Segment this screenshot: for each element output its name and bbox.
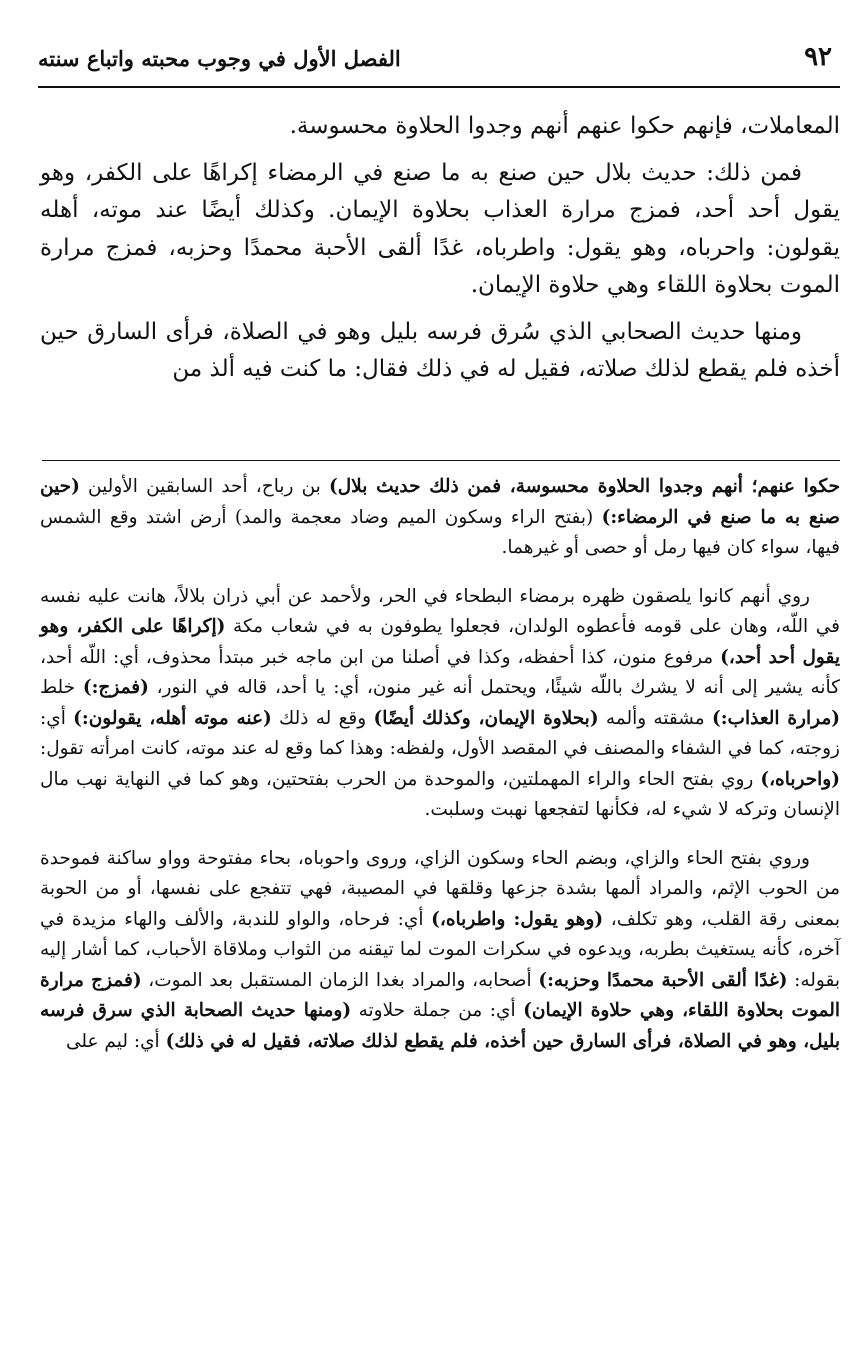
commentary-paragraph-1	[40, 472, 840, 564]
quoted-text: (ومنها حديث الصحابة الذي سرق فرسه بليل، وهو في الصلاة، فرأى السارق حين أخذه، فلم يقطع لذلك صلاته، فقيل له في ذلك)	[40, 1000, 840, 1052]
commentary-text-span: أي: من جملة حلاوته	[351, 1000, 524, 1021]
footnote-separator	[42, 460, 840, 461]
quoted-text: (فمزج:)	[82, 677, 149, 698]
quoted-text: (وهو يقول: واطرباه،)	[431, 908, 604, 930]
commentary-text-span: بن رباح، أحد السابقين الأولين	[79, 476, 329, 497]
commentary-text-span: خلط	[40, 677, 83, 698]
quoted-text: (بحلاوة الإيمان، وكذلك أيضًا)	[373, 707, 599, 729]
commentary-text-span: مرفوع منون، كذا أحفظه، وكذا في أصلنا من ابن ماجه خبر مبتدأ محذوف، أي: اللّه أحد، كأنه يشير إلى أنه لا يشرك باللّه شيئًا، ويحتمل أنه غير منون، أي: يا أحد، قاله في النور،	[40, 646, 840, 698]
commentary-text-span: وروي بفتح الحاء والزاي، وبضم الحاء وسكون الزاي، وروى واحوباه، بحاء مفتوحة وواو ساكنة فموحدة من الحوب الإثم، والمراد ألمها بشدة جزعها وقلقها في المصيبة، فهي تتفجع على نفسها، أو من الحوبة بمعنى رقة القلب، وهو تكلف،	[40, 847, 840, 930]
main-paragraph-1: المعاملات، فإنهم حكوا عنهم أنهم وجدوا الحلاوة محسوسة.	[289, 113, 840, 139]
quoted-text: (فمزج مرارة الموت بحلاوة اللقاء، وهي حلاوة الإيمان)	[40, 969, 840, 1021]
quoted-text: (غدًا ألقى الأحبة محمدًا وحزبه:)	[538, 969, 788, 991]
main-paragraph-2: فمن ذلك: حديث بلال حين صنع به ما صنع في الرمضاء إكراهًا على الكفر، وهو يقول أحد أحد، فمزج مرارة العذاب بحلاوة الإيمان. وكذلك أيضًا عند موته، أهله يقولون: واحرباه، وهو يقول: واطرباه، غدًا ألقى الأحبة محمدًا وحزبه، فمزج مرارة الموت بحلاوة اللقاء وهي حلاوة الإيمان.	[40, 159, 840, 298]
quoted-text: (عنه موته أهله، يقولون:)	[73, 707, 272, 729]
quoted-text: (مرارة العذاب:)	[711, 707, 840, 729]
quoted-text: (واحرباه،)	[760, 768, 840, 790]
commentary-text-span: أي: فرحاه، والواو للندبة، والألف والهاء مزيدة في آخره، كأنه يستغيث بطربه، ويدعوه في سكرات الموت لما تيقنه من الثواب وملاقاة الأحباب، كما أشار إليه بقوله:	[40, 908, 840, 991]
page-number: ٩٢	[804, 42, 832, 72]
commentary-text-span: روي أنهم كانوا يلصقون ظهره برمضاء البطحاء في الحر، ولأحمد عن أبي ذران بلالاً، هانت عليه نفسه في اللّه، وهان على قومه فأعطوه الولدان، فجعلوا يطوفون به في شعاب مكة	[40, 585, 840, 637]
running-header	[38, 40, 840, 88]
commentary-paragraph-3	[40, 844, 840, 1058]
commentary-text-span: (بفتح الراء وسكون الميم وضاد معجمة والمد) أرض اشتد وقع الشمس فيها، سواء كان فيها رمل أو حصى أو غيرهما.	[40, 506, 840, 558]
commentary-text-span: روي بفتح الحاء والراء المهملتين، والموحدة من الحرب بفتحتين، وهو كما في النهاية نهب مال الإنسان وتركه لا شيء له، فكأنها لتفجعها نهبت وسلبت.	[40, 768, 840, 820]
commentary-paragraph-2	[40, 582, 840, 826]
commentary-text-span: أي: زوجته، كما في الشفاء والمصنف في المقصد الأول، ولفظه: وهذا كما وقع له عند موته، كانت امرأته تقول:	[40, 707, 840, 759]
commentary-text-span: مشقته وألمه	[598, 707, 712, 729]
quoted-text: حكوا عنهم؛ أنهم وجدوا الحلاوة محسوسة، فمن ذلك حديث بلال)	[328, 476, 841, 497]
commentary-text	[40, 472, 840, 1075]
chapter-title: الفصل الأول في وجوب محبته واتباع سنته	[38, 46, 401, 71]
commentary-text-span: أصحابه، والمراد بغدا الزمان المستقبل بعد الموت،	[141, 969, 539, 991]
main-paragraph-3: ومنها حديث الصحابي الذي سُرق فرسه بليل وهو في الصلاة، فرأى السارق حين أخذه فلم يقطع لذلك صلاته، فقيل له في ذلك فقال: ما كنت فيه ألذ من	[40, 318, 840, 382]
commentary-text-span: أي: ليم على	[65, 1030, 166, 1052]
quoted-text: (حين صنع به ما صنع في الرمضاء:)	[40, 476, 840, 528]
main-text	[40, 108, 840, 398]
commentary-text-span: وقع له ذلك	[271, 707, 374, 729]
quoted-text: (إكراهًا على الكفر، وهو يقول أحد أحد،)	[40, 616, 840, 668]
